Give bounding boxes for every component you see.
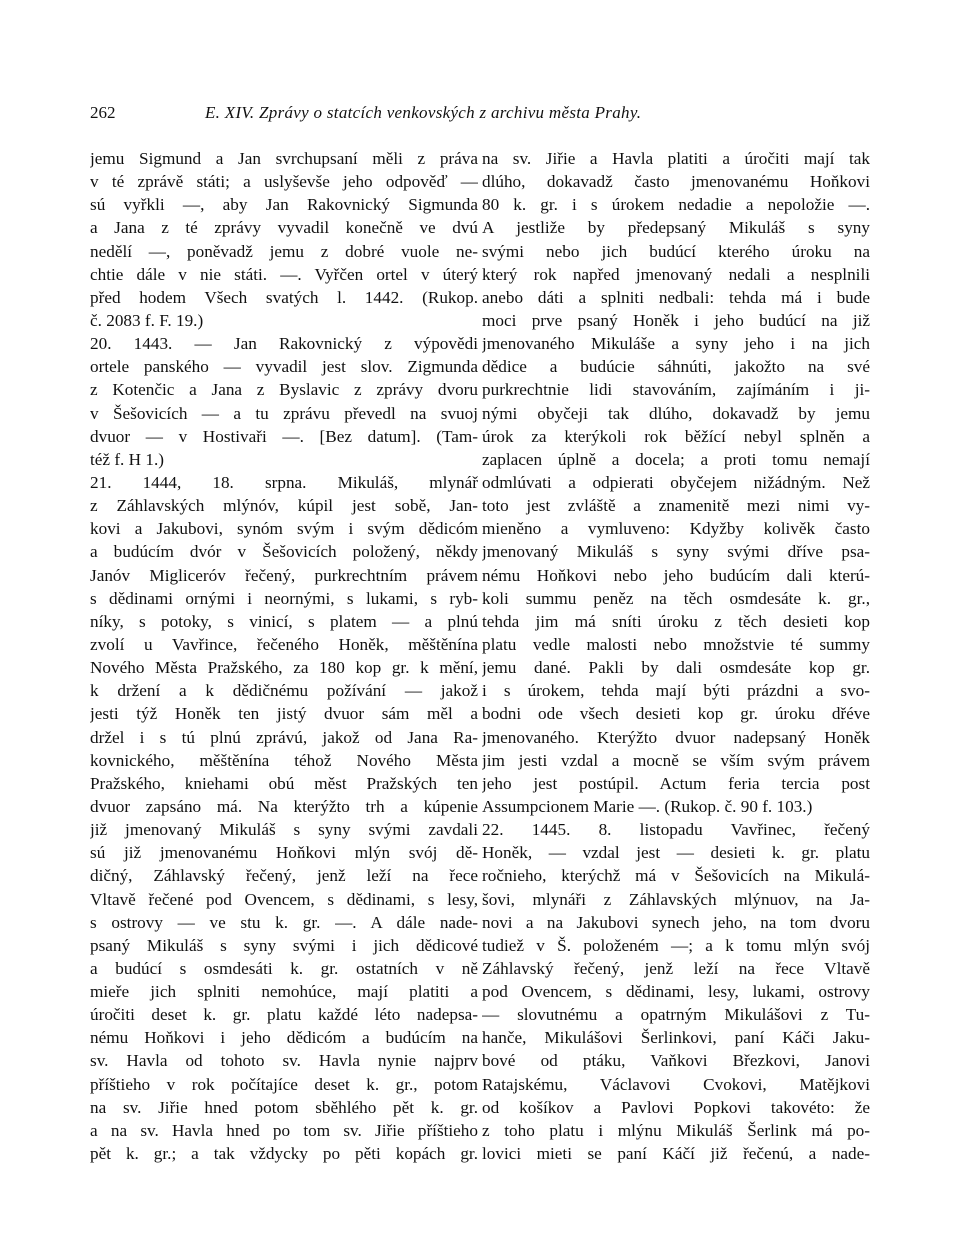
left-column-line: ortele panského — vyvadil jest slov. Zigmunda bbox=[90, 357, 478, 377]
right-column-line: i s úrokem, tehda mají býti prázdni a svo- bbox=[482, 681, 870, 701]
right-column-line: jmenovaného Mikuláše a syny jeho i na jich bbox=[482, 334, 870, 354]
left-column-line: kovnického, měštěnína téhož Nového Města bbox=[90, 750, 478, 770]
right-column-line: Ratajskému, Václavovi Cvokovi, Matějkovi bbox=[482, 1074, 870, 1094]
left-column-line: dvuor — v Hostivaři —. [Bez datum]. (Tam- bbox=[90, 426, 478, 446]
left-column-line: sú již jmenovanému Hoňkovi mlýn svój dě- bbox=[90, 843, 478, 863]
right-column-line: od košíkov a Pavlovi Popkovi takovéto: že bbox=[482, 1097, 870, 1117]
right-column-line: tehda jim má sníti úroku z těch desieti kop bbox=[482, 611, 870, 631]
right-column-line: jeho jest postúpil. Actum feria tercia post bbox=[482, 773, 870, 793]
right-column-line: koli summu peněz na těch osmdesáte k. gr., bbox=[482, 588, 870, 608]
right-column-line: lovici mieti se paní Káčí již řečenú, a nade- bbox=[482, 1144, 870, 1164]
left-column-line: dičný, Záhlavský řečený, jenž leží na řece bbox=[90, 866, 478, 886]
right-text-column bbox=[482, 147, 870, 1165]
left-column-line: 20. 1443. — Jan Rakovnický z výpovědi bbox=[90, 334, 478, 354]
left-column-line: Nového Města Pražského, za 180 kop gr. k mění, bbox=[90, 658, 478, 678]
left-column-line: Vltavě řečené pod Ovencem, s dědinami, s lesy, bbox=[90, 889, 478, 909]
right-column-line: dědice a budúcie sáhnúti, jakožto na své bbox=[482, 357, 870, 377]
left-column-line: sv. Havla od tohoto sv. Havla nynie najprv bbox=[90, 1051, 478, 1071]
right-column-line: který rok napřed jmenovaný nedali a nesplnili bbox=[482, 264, 870, 284]
left-column-line: též f. H 1.) bbox=[90, 449, 164, 469]
right-column-line: Honěk, — vzdal jest — desieti k. gr. platu bbox=[482, 843, 870, 863]
right-column-line: Záhlavský řečený, jenž leží na řece Vltavě bbox=[482, 958, 870, 978]
right-column-line: mieněno a vymluveno: Kdyžby kolivěk často bbox=[482, 519, 870, 539]
running-title: E. XIV. Zprávy o statcích venkovských z archivu města Prahy. bbox=[205, 103, 642, 122]
right-column-line: bové od ptáku, Vaňkovi Březkovi, Janovi bbox=[482, 1051, 870, 1071]
running-header bbox=[90, 103, 870, 127]
left-column-line: č. 2083 f. F. 19.) bbox=[90, 310, 204, 330]
right-column-line: moci prve psaný Honěk i jeho budúcí na již bbox=[482, 310, 870, 330]
left-column-line: Janóv Migliceróv řečený, purkrechtním právem bbox=[90, 565, 478, 585]
left-column-line: jesti týž Honěk ten jistý dvuor sám měl a bbox=[90, 704, 478, 724]
left-column-line: v té zprávě státi; a uslyševše jeho odpověď — bbox=[90, 172, 478, 192]
right-column-line: jmenovaného. Kterýžto dvuor nadepsaný Honěk bbox=[482, 727, 870, 747]
right-column-line: nými obyčeji tak dlúho, dokavadž by jemu bbox=[482, 403, 870, 423]
right-column-line: novi a na Jakubovi synech jeho, na tom dvoru bbox=[482, 912, 870, 932]
right-column-line: z toho platu i mlýnu Mikuláš Šerlink má po- bbox=[482, 1120, 870, 1140]
left-column-line: na sv. Jiřie hned potom sběhlého pět k. gr. bbox=[90, 1097, 478, 1117]
left-column-line: kovi a Jakubovi, synóm svým i svým dědicóm bbox=[90, 519, 478, 539]
right-column-line: svými nebo jich budúcí kterého úroku na bbox=[482, 241, 870, 261]
right-column-line: jmenovaný Mikuláš s syny svými dříve psa- bbox=[482, 542, 870, 562]
left-column-line: zvolí u Vavřince, řečeného Honěk, měštěnína bbox=[90, 634, 478, 654]
page-number: 262 bbox=[90, 103, 116, 122]
right-column-line: odmlúvati a odpierati obyčejem nižádným. Než bbox=[482, 472, 870, 492]
right-column-line: anebo dáti a splniti nedbali: tehda má i bude bbox=[482, 287, 870, 307]
right-column-line: 80 k. gr. i s úrokem nedadie a nepoložie —. bbox=[482, 195, 870, 215]
right-column-line: úrok za kterýkoli rok běžící nebyl splněn a bbox=[482, 426, 870, 446]
right-column-line: tudiež v Š. položeném —; a k tomu mlýn svój bbox=[482, 935, 870, 955]
right-column-line: purkrechtnie lidi stavováním, zajímáním i ji- bbox=[482, 380, 870, 400]
left-column-line: a budúcí s osmdesáti k. gr. ostatních v ně bbox=[90, 958, 478, 978]
left-column-line: v Šešovicích — a tu zprávu převedl na svuoj bbox=[90, 403, 478, 423]
left-column-line: 21. 1444, 18. srpna. Mikuláš, mlynář bbox=[90, 472, 478, 492]
left-column-line: mieře jich splniti nemohúce, mají platiti a bbox=[90, 982, 478, 1002]
left-column-line: z Záhlavských mlýnóv, kúpil jest sobě, Jan- bbox=[90, 496, 478, 516]
right-column-line: jemu dané. Pakli by dali osmdesáte kop gr. bbox=[482, 658, 870, 678]
right-column-line: pod Ovencem, s dědinami, lesy, lukami, ostrovy bbox=[482, 982, 870, 1002]
left-column-line: s ostrovy — ve stu k. gr. —. A dále nade- bbox=[90, 912, 478, 932]
right-column-line: Assumpcionem Marie —. (Rukop. č. 90 f. 103.) bbox=[482, 796, 813, 816]
left-column-line: z Kotenčic a Jana z Byslavic z zprávy dvoru bbox=[90, 380, 478, 400]
right-column-line: nému Hoňkovi nebo jeho budúcím dali kterú- bbox=[482, 565, 870, 585]
right-column-line: dlúho, dokavadž často jmenovanému Hoňkovi bbox=[482, 172, 870, 192]
left-column-line: a na sv. Havla hned po tom sv. Jiřie příštieho bbox=[90, 1120, 478, 1140]
left-text-column bbox=[90, 147, 478, 1165]
left-column-line: příštieho v rok počítajíce deset k. gr., potom bbox=[90, 1074, 478, 1094]
left-column-line: psaný Mikuláš s syny svými i jich dědicové bbox=[90, 935, 478, 955]
right-column-line: A jestliže by předepsaný Mikuláš s syny bbox=[482, 218, 870, 238]
left-column-line: držel i s tú plnú zprávú, jakož od Jana Ra- bbox=[90, 727, 478, 747]
right-column-line: ročnieho, kterýchž má v Šešovicích na Mikulá- bbox=[482, 866, 870, 886]
left-column-line: jemu Sigmund a Jan svrchupsaní měli z práva bbox=[90, 149, 478, 168]
right-column-line: na sv. Jiřie a Havla platiti a úročiti mají tak bbox=[482, 149, 870, 168]
right-column-line: 22. 1445. 8. listopadu Vavřinec, řečený bbox=[482, 820, 870, 840]
left-column-line: již jmenovaný Mikuláš s syny svými zavdali bbox=[90, 820, 478, 840]
left-column-line: dvuor zapsáno má. Na kterýžto trh a kúpenie bbox=[90, 796, 478, 816]
left-column-line: níky, s potoky, s vinicí, s platem — a plnú bbox=[90, 611, 478, 631]
left-column-line: nedělí —, poněvadž jemu z dobré vuole ne- bbox=[90, 241, 478, 261]
right-column-line: platu vedle malosti nebo množstvie té summy bbox=[482, 634, 870, 654]
right-column-line: hanče, Mikulášovi Šerlinkovi, paní Káči Jaku- bbox=[482, 1028, 870, 1048]
right-column-line: šovi, mlynáři z Záhlavských mlýnuov, na Ja- bbox=[482, 889, 870, 909]
left-column-line: pět k. gr.; a tak vždycky po pěti kopách gr. bbox=[90, 1144, 478, 1164]
right-column-line: — slovutnému a opatrným Mikulášovi z Tu- bbox=[482, 1005, 870, 1025]
left-column-line: k držení a k dědičnému požívání — jakož bbox=[90, 681, 478, 701]
right-column-line: toto jest zvláště a znamenitě mezi nimi vy- bbox=[482, 496, 870, 516]
left-column-line: a budúcím dvór v Šešovicích položený, někdy bbox=[90, 542, 478, 562]
right-column-line: zaplacen úplně a docela; a proti tomu nemají bbox=[482, 449, 870, 469]
right-column-line: jim jesti vzdal a mocně se vším svým právem bbox=[482, 750, 870, 770]
left-column-line: s dědinami ornými i neornými, s lukami, s ryb- bbox=[90, 588, 478, 608]
left-column-line: chtie dále v nie státi. —. Vyřčen ortel v úterý bbox=[90, 264, 478, 284]
left-column-line: Pražského, kniehami obú měst Pražských ten bbox=[90, 773, 478, 793]
left-column-line: a Jana z té zprávy vyvadil konečně ve dvú bbox=[90, 218, 478, 238]
right-column-line: bodni ode všech desieti kop gr. úroku dřéve bbox=[482, 704, 870, 724]
left-column-line: před hodem Všech svatých l. 1442. (Rukop. bbox=[90, 287, 478, 307]
left-column-line: nému Hoňkovi i jeho dědicóm a budúcím na bbox=[90, 1028, 478, 1048]
left-column-line: sú vyřkli —, aby Jan Rakovnický Sigmunda bbox=[90, 195, 478, 215]
left-column-line: úročiti deset k. gr. platu každé léto nadepsa- bbox=[90, 1005, 478, 1025]
